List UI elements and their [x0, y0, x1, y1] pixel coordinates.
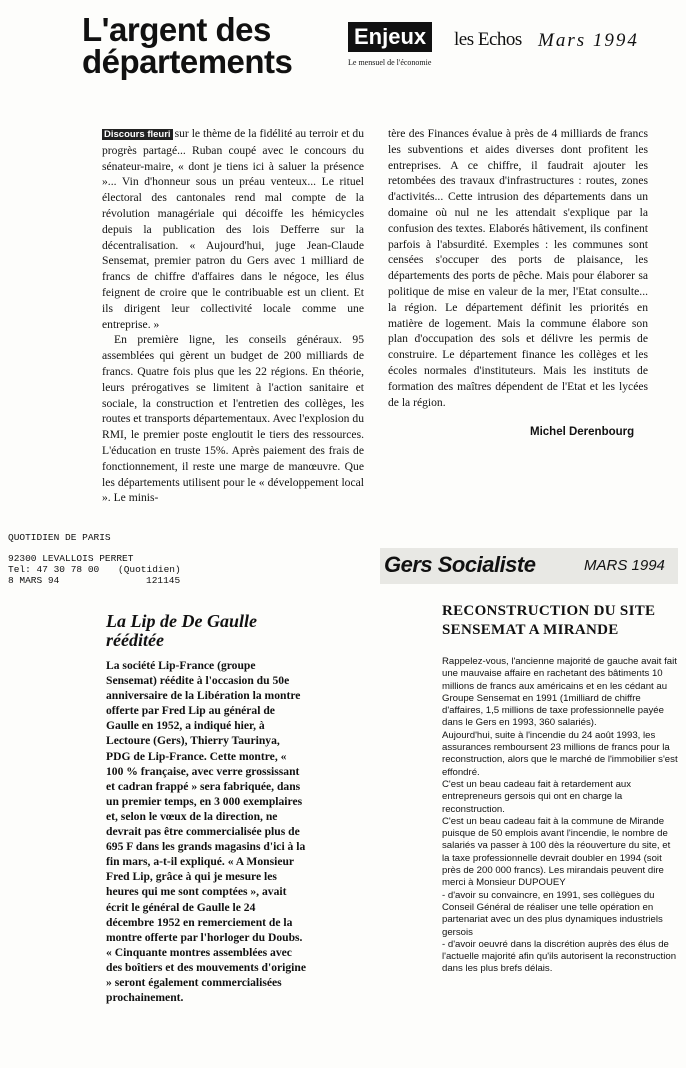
paragraph: Rappelez-vous, l'ancienne majorité de gauche avait fait une mauvaise affaire en rachetant des bâtiments 10 millions de francs aux américains et en les cédant au Groupe Sensemat en 1991 (1milliard de chiffre d'affaires, 1,5 millions de taxe professionnelle payée dans le Gers en 1993, 360 salariés). — [442, 656, 677, 729]
paragraph: C'est un beau cadeau fait à retardement aux entrepreneurs gersois qui ont en charge la reconstruction. — [442, 778, 632, 815]
publication-name: les Echos — [454, 29, 522, 50]
title-line-2: rééditée — [106, 630, 164, 650]
paragraph: tère des Finances évalue à près de 4 milliards de francs les subventions et aides diverses dont profitent les entreprises. A ce chiffre, il faudrait ajouter les retombées des travaux d'infrastructures : routes, zones d'activités... Cette intrusion des départements dans un domaine où nul ne les attendait s'explique par la confusion des textes. Elaborés hâtivement, ils confinent parfois à l'absurdité. Exemples : les communes sont censées s'occuper des ports de plaisance, les départements des ports de pêche. Mais pour élaborer sa politique de mise en valeur de la mer, l'Etat consulte... la région. Le département définit les priorités en matière de logement. Mais la commune élabore son plan d'occupation des sols et délivre les permis de construire. Le département finance les collèges et les écoles normales d'instituteurs. Mais les instituts de formation des maîtres dépendent de l'Etat et les lycées de la région. — [388, 127, 648, 409]
title-line-1: L'argent des — [82, 11, 271, 48]
title-line-1: La Lip de De Gaulle — [106, 611, 257, 631]
paragraph: C'est un beau cadeau fait à la commune de Mirande puisque de 50 emplois avant l'incendie, le nombre de salariés va passer à 100 dès la réouverture du site, et la taxe professionnelle devrait doubler en 1994 (soit près de 200 000 francs). Les mirandais peuvent dire merci à Monsieur DUPOUEY — [442, 815, 671, 889]
masthead-title: Gers Socialiste — [384, 552, 536, 577]
article-column-1 — [102, 126, 364, 506]
stamp-type: (Quotidien) — [118, 564, 181, 575]
paragraph: - d'avoir oeuvré dans la discrétion auprès des élus de l'actuelle majorité afin qu'ils autorisent la reconstruction dans les plus brefs délais. — [442, 938, 677, 975]
lip-article-body — [106, 658, 306, 1005]
title-line-2: départements — [82, 43, 293, 80]
enjeux-logo: Enjeux — [348, 22, 432, 52]
paragraph: La société Lip-France (groupe Sensemat) réédite à l'occasion du 50e anniversaire de la Libération la montre offerte par Fred Lip au général de Gaulle en 1952, a indiqué hier, à Lectoure (Gers), Thierry Taurinya, PDG de Lip-France. Cette montre, « 100 % française, avec verre grossissant et cadran frappé » sera fabriquée, dans un premier temps, en 3 000 exemplaires et, selon le vœux de la direction, ne devrait pas être commercialisée plus de 695 F dans les grands magasins d'ici à la fin mars, a-t-il expliqué. « A Monsieur Fred Lip, grâce à qui je mesure les heures qui me sont comptées », avait écrit le général de Gaulle le 24 décembre 1952 en remerciement de la montre offerte par l'horloger du Doubs. « Cinquante montres assemblées avec des boîtiers et des mouvements d'origine » seront également commercialisées prochainement. — [106, 659, 306, 1005]
masthead-date: MARS 1994 — [584, 557, 665, 574]
paragraph — [102, 126, 364, 332]
article-title — [82, 11, 342, 80]
reconstruction-article-title — [442, 602, 682, 640]
article-column-2 — [388, 126, 648, 410]
paragraph: Aujourd'hui, suite à l'incendie du 24 août 1993, les assurances remboursent 23 millions de francs pour la reconstruction, alors que le marché de l'immobilier s'est effondré. — [442, 729, 678, 778]
stamp-address: 92300 LEVALLOIS PERRET — [8, 553, 134, 564]
stamp-date: 8 MARS 94 — [8, 575, 60, 586]
publication-tagline: Le mensuel de l'économie — [348, 58, 432, 67]
stamp-number: 121145 — [146, 575, 181, 586]
lip-article-title — [106, 612, 257, 650]
title-line-2: SENSEMAT A MIRANDE — [442, 622, 619, 638]
publication-date: Mars 1994 — [538, 30, 639, 51]
kicker-label: Discours fleuri — [104, 129, 171, 140]
stamp-phone: Tel: 47 30 78 00 — [8, 564, 100, 575]
reconstruction-article-body — [442, 656, 680, 976]
paragraph: - d'avoir su convaincre, en 1991, ses collègues du Conseil Général de réaliser une telle opération en partenariat avec un des plus dynamiques industriels gersois — [442, 889, 663, 938]
author-signature: Michel Derenbourg — [530, 426, 635, 438]
stamp-source: QUOTIDIEN DE PARIS — [8, 532, 111, 543]
title-line-1: RECONSTRUCTION DU SITE — [442, 603, 656, 619]
paragraph-text: sur le thème de la fidélité au terroir et du progrès partagé... Ruban coupé avec le concours du sénateur-maire, « dont je tiens ici à saluer la présence »... Vin d'honneur sous un préau venteux... Le rituel électoral des cantonales rend mal compte de la révolution managériale qui décoiffe les hémicycles depuis la publication des lois Defferre sur la décentralisation. « Aujourd'hui, juge Jean-Claude Sensemat, premier patron du Gers avec 1 milliard de francs de chiffre d'affaires dans le négoce, les élus feignent de croire que le contribuable est un client. Et ils dirigent leur collectivité locale comme une entreprise. » — [102, 127, 364, 331]
paragraph: En première ligne, les conseils généraux. 95 assemblées qui gèrent un budget de 200 milliards de francs. Quatre fois plus que les 22 régions. En théorie, leurs prérogatives se limitent à l'action sanitaire et sociale, la construction et l'entretien des collèges, les routes et transports départementaux. Avec l'explosion du RMI, le premier poste engloutit le tiers des ressources. L'éducation en truste 15%. Après paiement des frais de fonctionnement, il reste une marge de manœuvre. Que les départements utilisent pour le « développement local ». Le minis- — [102, 333, 364, 505]
